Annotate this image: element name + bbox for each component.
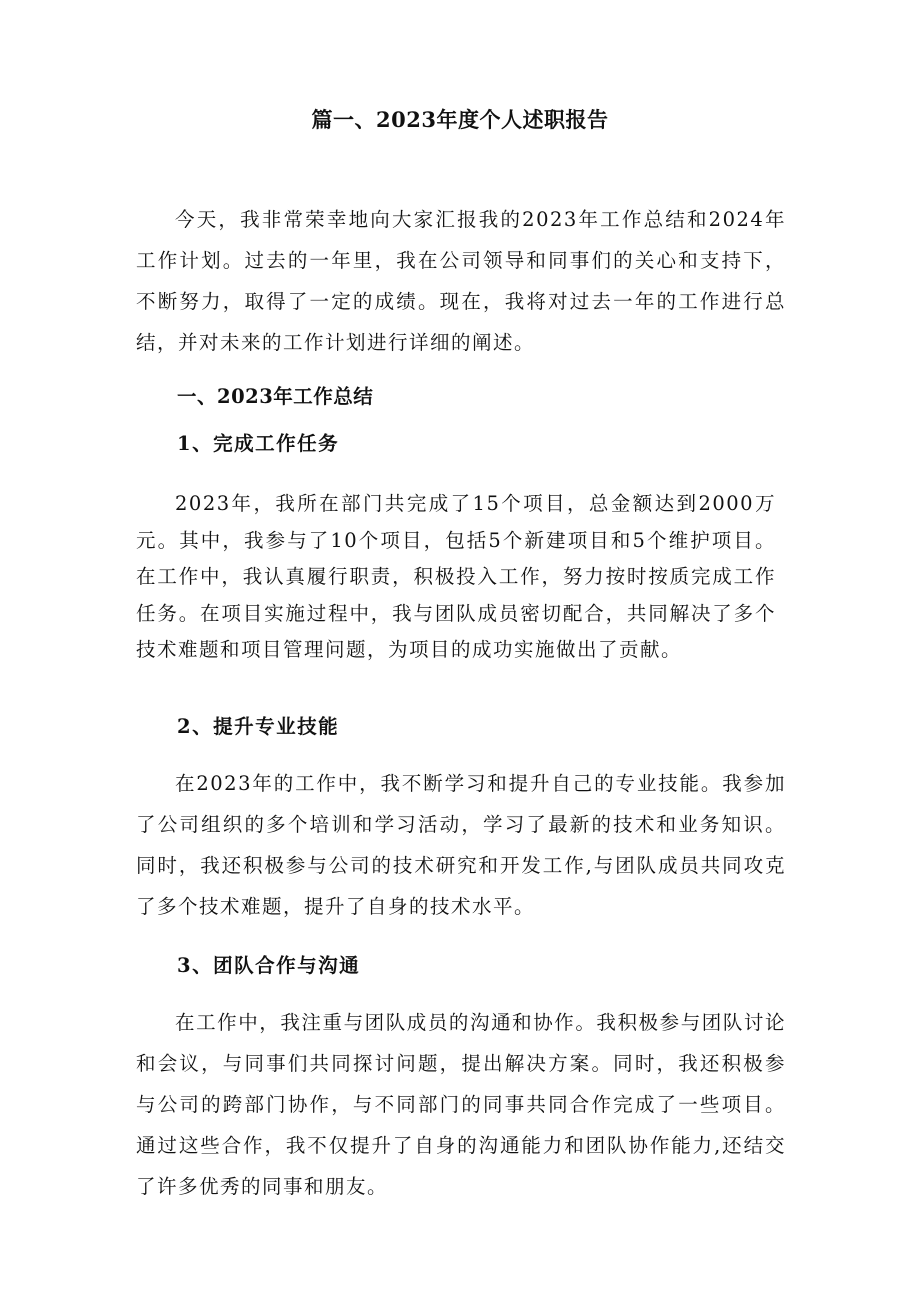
subsection-heading-tasks: 1、完成工作任务 [177,432,340,455]
subsection-body-teamwork: 在工作中，我注重与团队成员的沟通和协作。我积极参与团队讨论和会议，与同事们共同探讨问题，提出解决方案。同时，我还积极参与公司的跨部门协作，与不同部门的同事共同合作完成了一些项目。通过这些合作，我不仅提升了自身的沟通能力和团队协作能力,还结交了许多优秀的同事和朋友。 [136,1011,786,1198]
subsection-heading-skills: 2、提升专业技能 [177,715,340,738]
subsection-heading-teamwork: 3、团队合作与沟通 [177,954,361,977]
document-title: 篇一、2023年度个人述职报告 [311,107,609,132]
subsection-body-skills: 在2023年的工作中，我不断学习和提升自己的专业技能。我参加了公司组织的多个培训和学习活动，学习了最新的技术和业务知识。同时，我还积极参与公司的技术研究和开发工作,与团队成员共同攻克了多个技术难题，提升了自身的技术水平。 [136,772,786,918]
subsection-body-tasks: 2023年，我所在部门共完成了15个项目，总金额达到2000万元。其中，我参与了10个项目，包括5个新建项目和5个维护项目。在工作中，我认真履行职责，积极投入工作，努力按时按质完成工作任务。在项目实施过程中，我与团队成员密切配合，共同解决了多个技术难题和项目管理问题，为项目的成功实施做出了贡献。 [136,492,776,661]
intro-paragraph: 今天，我非常荣幸地向大家汇报我的2023年工作总结和2024年工作计划。过去的一年里，我在公司领导和同事们的关心和支持下，不断努力，取得了一定的成绩。现在，我将对过去一年的工作进行总结，并对未来的工作计划进行详细的阐述。 [136,208,786,354]
section-heading-work-summary: 一、2023年工作总结 [177,385,374,408]
